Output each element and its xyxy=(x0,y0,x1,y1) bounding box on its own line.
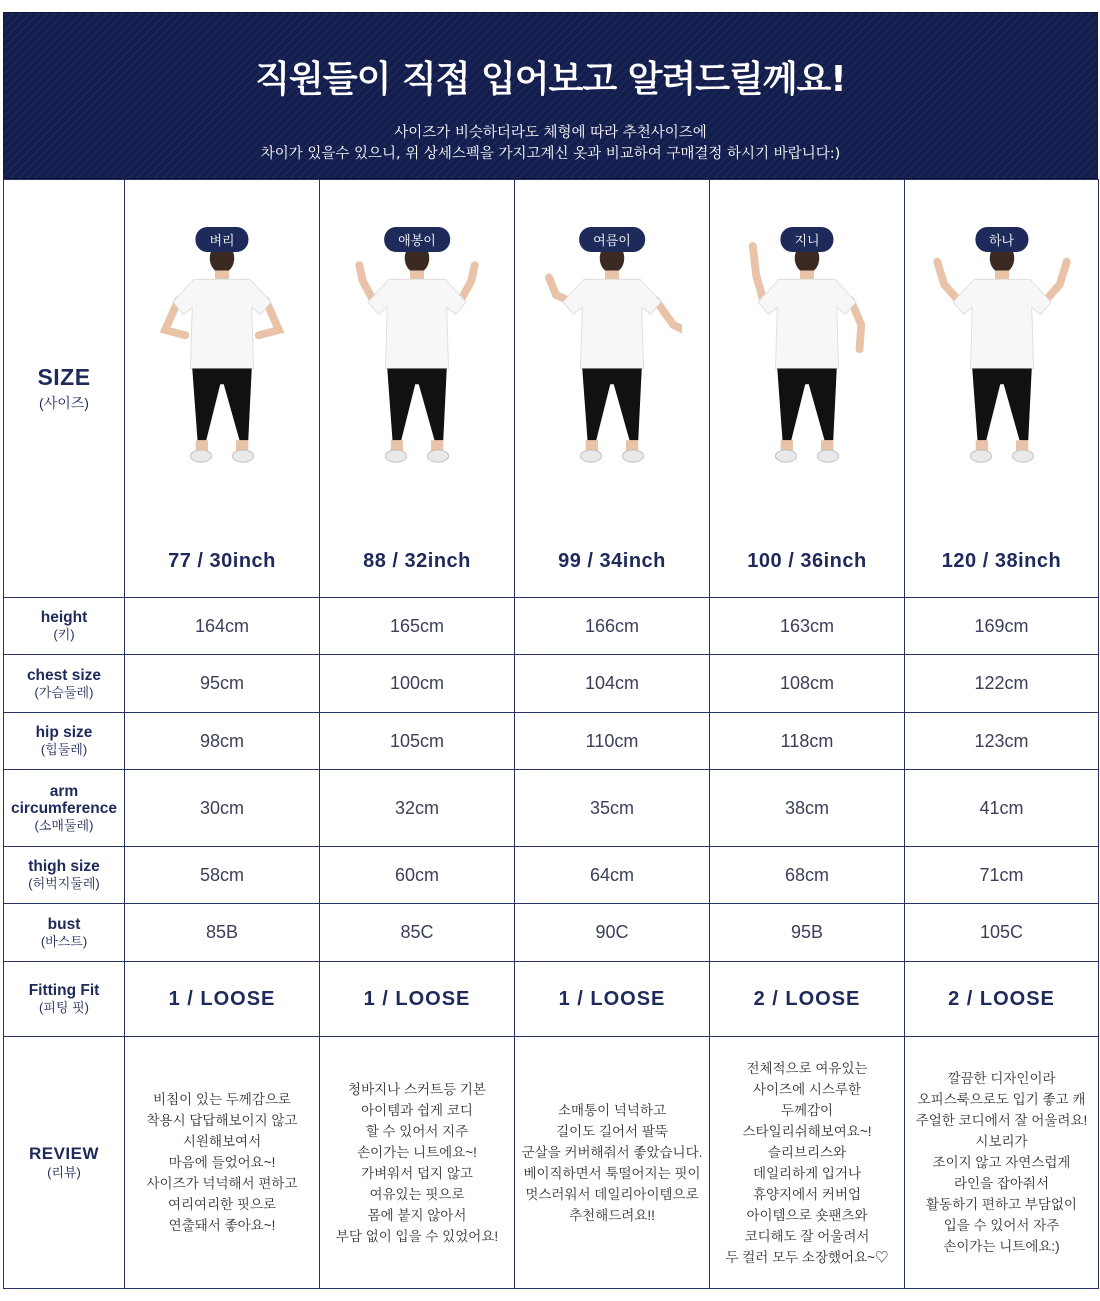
model-photo xyxy=(905,180,1098,540)
fit-label-ko: (피팅 핏) xyxy=(39,1000,89,1015)
model-size-label: 100 / 36inch xyxy=(747,550,867,572)
height-row xyxy=(4,598,1099,655)
arm-label-cell xyxy=(4,770,125,847)
chest-row xyxy=(4,655,1099,713)
chest-value: 104cm xyxy=(515,655,710,713)
size-spec-table xyxy=(3,179,1099,1289)
review-text: 청바지나 스커트등 기본 아이템과 쉽게 코디 할 수 있어서 지주 손이가는 니트에요~! 가벼워서 덥지 않고 여유있는 핏으로 몸에 붙지 않아서 부담 없이 입을 수 있었어요! xyxy=(320,1037,515,1289)
hip-value: 98cm xyxy=(125,713,320,770)
chest-label-ko: (가슴둘레) xyxy=(34,684,94,700)
size-label-en: SIZE xyxy=(37,364,91,390)
size-label-cell xyxy=(4,180,125,598)
model-size-label: 120 / 38inch xyxy=(941,550,1062,572)
thigh-value: 64cm xyxy=(515,847,710,904)
model-size-label: 88 / 32inch xyxy=(363,550,471,572)
height-value: 164cm xyxy=(125,598,320,655)
thigh-value: 58cm xyxy=(125,847,320,904)
hip-row xyxy=(4,713,1099,770)
chest-label-en: chest size xyxy=(26,666,102,684)
chest-value: 95cm xyxy=(125,655,320,713)
model-photo xyxy=(320,180,514,540)
hip-label-en: hip size xyxy=(35,724,93,741)
bust-value: 85C xyxy=(320,904,515,962)
model-figure-icon xyxy=(152,208,292,508)
model-cell xyxy=(125,180,320,598)
model-photo xyxy=(710,180,904,540)
review-label-cell xyxy=(4,1037,125,1289)
size-label-ko: (사이즈) xyxy=(39,395,89,411)
arm-row xyxy=(4,770,1099,847)
height-label-ko: (키) xyxy=(53,627,75,642)
review-text: 비침이 있는 두께감으로 착용시 답답해보이지 않고 시원해보여서 마음에 들었어요~! 사이즈가 넉넉해서 편하고 여리여리한 핏으로 연출돼서 좋아요~! xyxy=(125,1037,320,1289)
bust-value: 105C xyxy=(905,904,1099,962)
model-cell xyxy=(320,180,515,598)
bust-value: 85B xyxy=(125,904,320,962)
height-label-en: height xyxy=(40,609,88,626)
height-label-cell xyxy=(4,598,125,655)
thigh-value: 68cm xyxy=(710,847,905,904)
fit-label-cell xyxy=(4,962,125,1037)
header-subtitle-line2: 차이가 있을수 있으니, 위 상세스펙을 가지고계신 옷과 비교하여 구매결정 하시기 바랍니다:) xyxy=(260,146,841,162)
height-value: 169cm xyxy=(905,598,1099,655)
model-photo xyxy=(125,180,319,540)
model-name-badge: 벼리 xyxy=(195,227,248,252)
height-value: 165cm xyxy=(320,598,515,655)
page-title: 직원들이 직접 입어보고 알려드릴께요! xyxy=(255,59,846,100)
model-size-label: 99 / 34inch xyxy=(558,550,666,572)
bust-label-en: bust xyxy=(47,915,81,933)
hip-value: 110cm xyxy=(515,713,710,770)
review-label-ko: (리뷰) xyxy=(47,1165,81,1180)
height-value: 163cm xyxy=(710,598,905,655)
model-cell xyxy=(905,180,1099,598)
header-banner xyxy=(3,12,1098,179)
chest-value: 122cm xyxy=(905,655,1099,713)
fit-value: 1 / LOOSE xyxy=(125,962,320,1037)
model-cell xyxy=(710,180,905,598)
review-label-en: REVIEW xyxy=(28,1144,100,1163)
fit-value: 1 / LOOSE xyxy=(320,962,515,1037)
hip-value: 118cm xyxy=(710,713,905,770)
chest-value: 108cm xyxy=(710,655,905,713)
model-figure-icon xyxy=(542,208,682,508)
chest-label-cell xyxy=(4,655,125,713)
arm-label-en2: circumference xyxy=(11,799,117,817)
arm-label-en1: arm xyxy=(49,782,79,800)
thigh-label-cell xyxy=(4,847,125,904)
fit-label-en: Fitting Fit xyxy=(28,982,100,999)
arm-value: 41cm xyxy=(905,770,1099,847)
arm-value: 38cm xyxy=(710,770,905,847)
model-photo xyxy=(515,180,709,540)
size-row xyxy=(4,180,1099,598)
model-cell xyxy=(515,180,710,598)
bust-label-cell xyxy=(4,904,125,962)
model-figure-icon xyxy=(347,208,487,508)
thigh-label-en: thigh size xyxy=(28,858,100,875)
model-figure-icon xyxy=(932,208,1072,508)
model-name-badge: 애봉이 xyxy=(384,227,450,252)
bust-value: 90C xyxy=(515,904,710,962)
arm-value: 35cm xyxy=(515,770,710,847)
review-row xyxy=(4,1037,1099,1289)
thigh-row xyxy=(4,847,1099,904)
bust-label-ko: (바스트) xyxy=(40,933,88,949)
bust-value: 95B xyxy=(710,904,905,962)
thigh-value: 71cm xyxy=(905,847,1099,904)
arm-value: 30cm xyxy=(125,770,320,847)
arm-label-ko: (소매둘레) xyxy=(34,817,94,833)
header-subtitle-line1: 사이즈가 비슷하더라도 체형에 따라 추천사이즈에 xyxy=(394,125,707,141)
hip-label-ko: (힙둘레) xyxy=(40,742,88,757)
height-value: 166cm xyxy=(515,598,710,655)
fit-value: 2 / LOOSE xyxy=(710,962,905,1037)
hip-value: 123cm xyxy=(905,713,1099,770)
fit-value: 2 / LOOSE xyxy=(905,962,1099,1037)
hip-label-cell xyxy=(4,713,125,770)
model-name-badge: 하나 xyxy=(975,227,1028,252)
model-name-badge: 여름이 xyxy=(579,227,645,252)
model-figure-icon xyxy=(737,208,877,508)
thigh-value: 60cm xyxy=(320,847,515,904)
bust-row xyxy=(4,904,1099,962)
review-text: 전체적으로 여유있는 사이즈에 시스루한 두께감이 스타일리쉬해보여요~! 슬리브리스와 데일리하게 입거나 휴양지에서 커버업 아이템으로 숏팬츠와 코디해도 잘 어울려서 두 컬러 모두 소장했어요~♡ xyxy=(710,1037,905,1289)
review-text: 소매통이 넉넉하고 길이도 길어서 팔뚝 군살을 커버해줘서 좋았습니다. 베이직하면서 툭떨어지는 핏이 멋스러워서 데일리아이템으로 추천해드려요!! xyxy=(515,1037,710,1289)
hip-value: 105cm xyxy=(320,713,515,770)
review-text: 깔끔한 디자인이라 오피스룩으로도 입기 좋고 캐 주얼한 코디에서 잘 어울려요! 시보리가 조이지 않고 자연스럽게 라인을 잡아줘서 활동하기 편하고 부담없이 입을 수 있어서 자주 손이가는 니트에요:) xyxy=(905,1037,1099,1289)
fit-row xyxy=(4,962,1099,1037)
thigh-label-ko: (허벅지둘레) xyxy=(28,876,100,891)
fit-value: 1 / LOOSE xyxy=(515,962,710,1037)
model-name-badge: 지니 xyxy=(780,227,833,252)
arm-value: 32cm xyxy=(320,770,515,847)
model-size-label: 77 / 30inch xyxy=(168,550,276,572)
chest-value: 100cm xyxy=(320,655,515,713)
